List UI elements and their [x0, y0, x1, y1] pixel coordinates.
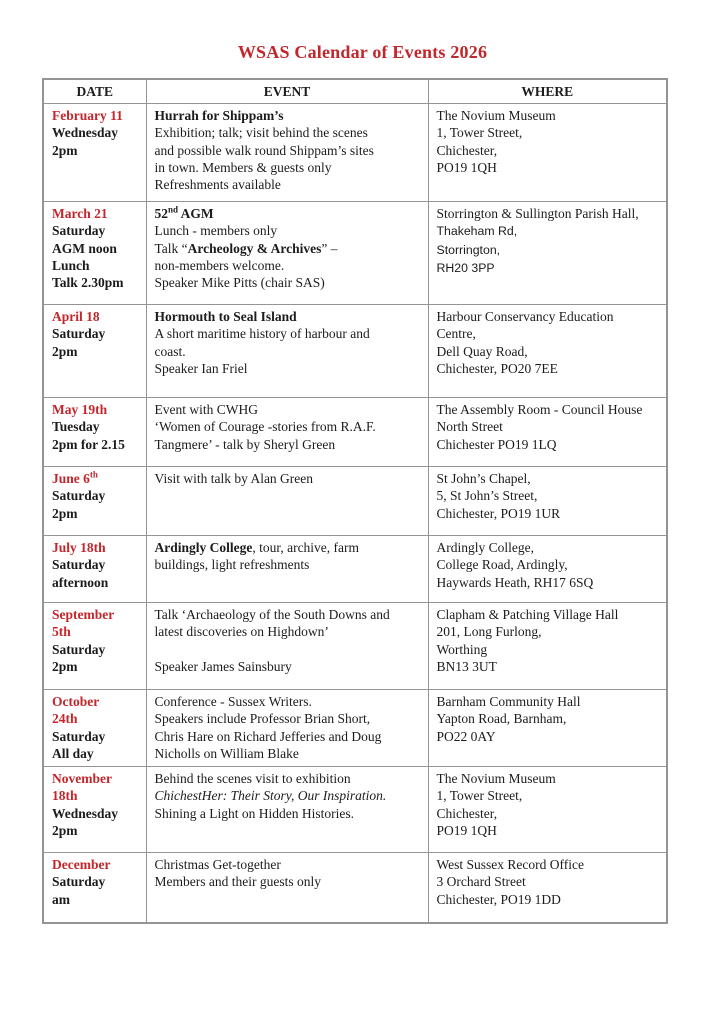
text-segment: West Sussex Record Office [436, 857, 585, 873]
text-segment: 2pm [52, 658, 78, 674]
text-segment: , tour, archive, farm [252, 540, 360, 555]
text-segment: December [52, 857, 111, 873]
text-segment: Shining a Light on Hidden Histories. [154, 805, 354, 821]
table-row [43, 603, 667, 690]
text-segment: Behind the scenes visit to exhibition [154, 771, 351, 787]
column-header-date: DATE [43, 79, 146, 104]
text-segment: Visit with talk by Alan Green [154, 471, 314, 486]
text-segment: buildings, light refreshments [154, 557, 310, 573]
text-segment: Worthing [436, 641, 488, 657]
text-segment: Chris Hare on Richard Jefferies and Doug [154, 728, 382, 744]
text-segment: latest discoveries on Highdown’ [154, 624, 329, 640]
date-cell [43, 603, 146, 690]
date-cell [43, 398, 146, 467]
text-segment: October [52, 694, 100, 709]
text-segment: The Assembly Room - Council House [436, 402, 643, 417]
text-segment: Thakeham Rd, [436, 224, 518, 239]
text-segment: th [89, 469, 98, 480]
text-segment: Refreshments available [154, 177, 281, 193]
text-segment: 18th [52, 788, 78, 804]
events-table-body [43, 104, 667, 923]
text-segment: 2pm [52, 142, 78, 158]
text-segment: Ardingly College, [436, 540, 534, 555]
text-segment: Chichester, [436, 805, 498, 821]
where-cell [428, 690, 667, 767]
text-segment: PO19 1QH [436, 823, 497, 839]
text-segment: in town. Members & guests only [154, 159, 332, 175]
text-segment: 201, Long Furlong, [436, 624, 542, 640]
text-segment: Christmas Get-together [154, 857, 281, 873]
text-segment: June 6 [52, 471, 90, 486]
text-segment: Speaker James Sainsbury [154, 658, 292, 674]
text-segment: Chichester, PO19 1UR [436, 505, 561, 521]
text-segment: PO22 0AY [436, 728, 496, 744]
where-cell [428, 536, 667, 603]
text-segment: St John’s Chapel, [436, 471, 531, 486]
text-segment: 2pm for 2.15 [52, 436, 125, 452]
text-segment: AGM noon [52, 240, 117, 256]
event-cell [146, 202, 428, 305]
text-segment: coast. [154, 343, 186, 359]
text-segment: 5, St John’s Street, [436, 488, 538, 504]
text-segment: 52 [154, 206, 168, 221]
text-segment: November [52, 771, 112, 787]
date-cell [43, 104, 146, 202]
text-segment: Saturday [52, 326, 106, 342]
text-segment: Talk 2.30pm [52, 275, 124, 291]
text-segment: ” – [321, 240, 338, 256]
event-cell [146, 467, 428, 536]
text-segment: Nicholls on William Blake [154, 745, 299, 761]
text-segment: The Novium Museum [436, 108, 556, 123]
text-segment: April 18 [52, 309, 100, 324]
where-cell [428, 603, 667, 690]
where-cell [428, 398, 667, 467]
text-segment: Exhibition; talk; visit behind the scenes [154, 125, 368, 141]
table-row [43, 398, 667, 467]
date-cell [43, 536, 146, 603]
text-segment: May 19th [52, 402, 108, 417]
date-cell [43, 467, 146, 536]
text-segment: Archeology & Archives [187, 240, 322, 256]
text-segment: Chichester PO19 1LQ [436, 436, 557, 452]
where-cell [428, 202, 667, 305]
event-cell [146, 305, 428, 398]
event-cell [146, 104, 428, 202]
text-segment: Lunch [52, 257, 90, 273]
text-segment: Clapham & Patching Village Hall [436, 607, 619, 622]
table-header-row [43, 79, 667, 104]
text-segment: 24th [52, 711, 78, 727]
event-cell [146, 690, 428, 767]
text-segment: College Road, Ardingly, [436, 557, 568, 573]
text-segment: A short maritime history of harbour and [154, 326, 370, 342]
text-segment: Wednesday [52, 805, 119, 821]
event-cell [146, 853, 428, 923]
table-row [43, 853, 667, 923]
date-cell [43, 305, 146, 398]
text-segment: Chichester, [436, 142, 498, 158]
text-segment: July 18th [52, 540, 106, 555]
text-segment: afternoon [52, 574, 109, 590]
text-segment: 2pm [52, 505, 78, 521]
column-header-where: WHERE [428, 79, 667, 104]
table-row [43, 467, 667, 536]
event-cell [146, 603, 428, 690]
text-segment: Centre, [436, 326, 476, 342]
events-table [42, 78, 668, 924]
text-segment: Storrington, [436, 242, 501, 257]
text-segment: Storrington & Sullington Parish Hall, [436, 206, 639, 221]
text-segment: Talk “ [154, 240, 188, 256]
text-segment: Wednesday [52, 125, 119, 141]
text-segment: Dell Quay Road, [436, 343, 528, 359]
text-segment: Yapton Road, Barnham, [436, 711, 567, 727]
text-segment: Saturday [52, 874, 106, 890]
text-segment: Speakers include Professor Brian Short, [154, 711, 371, 727]
date-cell [43, 690, 146, 767]
text-segment: February 11 [52, 108, 123, 123]
text-segment: Tuesday [52, 419, 100, 435]
text-segment: Saturday [52, 641, 106, 657]
text-segment: 1, Tower Street, [436, 125, 523, 141]
page-title: WSAS Calendar of Events 2026 [237, 42, 488, 62]
text-segment: PO19 1QH [436, 159, 497, 175]
text-segment: Speaker Mike Pitts (chair SAS) [154, 275, 325, 291]
table-row [43, 104, 667, 202]
text-segment [155, 642, 158, 657]
text-segment: Barnham Community Hall [436, 694, 581, 709]
text-segment: RH20 3PP [436, 260, 495, 275]
text-segment: Saturday [52, 557, 106, 573]
text-segment: Ardingly College [154, 540, 253, 555]
where-cell [428, 104, 667, 202]
text-segment: Saturday [52, 488, 106, 504]
text-segment: Hurrah for Shippam’s [154, 108, 284, 123]
text-segment: Harbour Conservancy Education [436, 309, 614, 324]
where-cell [428, 853, 667, 923]
date-cell [43, 202, 146, 305]
text-segment: Chichester, PO19 1DD [436, 891, 561, 907]
text-segment: ‘Women of Courage -stories from R.A.F. [154, 419, 376, 435]
table-row [43, 690, 667, 767]
date-cell [43, 767, 146, 853]
text-segment: am [52, 891, 70, 907]
text-segment: ChichestHer: Their Story, Our Inspiration. [154, 788, 387, 804]
text-segment: 1, Tower Street, [436, 788, 523, 804]
text-segment: Members and their guests only [154, 874, 321, 890]
text-segment: nd [168, 204, 179, 215]
table-row [43, 305, 667, 398]
text-segment: Lunch - members only [154, 223, 278, 239]
where-cell [428, 305, 667, 398]
text-segment: Saturday [52, 223, 106, 239]
table-row [43, 202, 667, 305]
text-segment: North Street [436, 419, 503, 435]
text-segment: The Novium Museum [436, 771, 556, 787]
table-row [43, 767, 667, 853]
event-cell [146, 767, 428, 853]
text-segment: Event with CWHG [154, 402, 258, 417]
table-row [43, 536, 667, 603]
text-segment: Talk ‘Archaeology of the South Downs and [154, 607, 390, 622]
text-segment: BN13 3UT [436, 658, 497, 674]
text-segment: March 21 [52, 206, 108, 221]
text-segment: non-members welcome. [154, 257, 285, 273]
text-segment: 2pm [52, 343, 78, 359]
date-cell [43, 853, 146, 923]
text-segment: 2pm [52, 823, 78, 839]
where-cell [428, 767, 667, 853]
text-segment: 3 Orchard Street [436, 874, 526, 890]
event-cell [146, 398, 428, 467]
text-segment: September [52, 607, 115, 622]
text-segment: Saturday [52, 728, 106, 744]
text-segment: Conference - Sussex Writers. [154, 694, 312, 709]
text-segment: 5th [52, 624, 71, 640]
text-segment: All day [52, 745, 94, 761]
text-segment: and possible walk round Shippam’s sites [154, 142, 374, 158]
text-segment: Chichester, PO20 7EE [436, 360, 558, 376]
text-segment: Haywards Heath, RH17 6SQ [436, 574, 594, 590]
text-segment: Tangmere’ - talk by Sheryl Green [154, 436, 336, 452]
column-header-event: EVENT [146, 79, 428, 104]
text-segment: Speaker Ian Friel [154, 360, 248, 376]
text-segment: AGM [178, 206, 214, 221]
where-cell [428, 467, 667, 536]
text-segment: Hormouth to Seal Island [154, 309, 297, 324]
event-cell [146, 536, 428, 603]
